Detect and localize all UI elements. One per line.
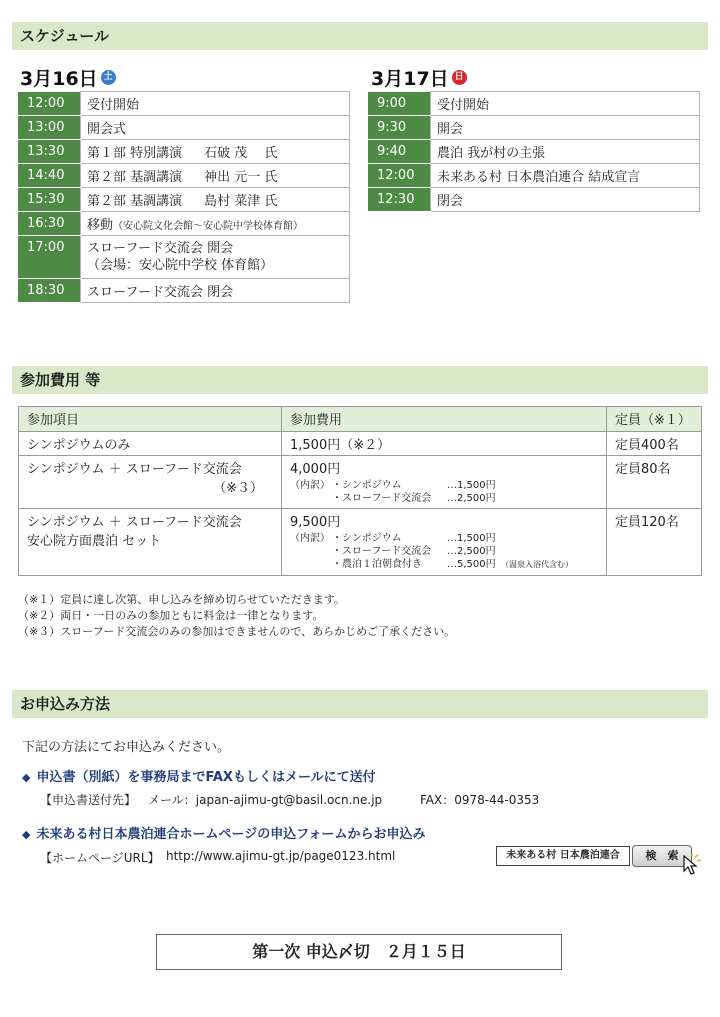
time-cell: 17:00 bbox=[19, 236, 81, 279]
cost-breakdown bbox=[290, 532, 598, 571]
breakdown-price: …1,500円 bbox=[447, 533, 496, 544]
day1-schedule-table bbox=[18, 91, 350, 303]
event-note: （安心院文化会館～安心院中学校体育館） bbox=[113, 221, 304, 232]
table-row bbox=[19, 92, 350, 116]
breakdown-line bbox=[290, 479, 598, 492]
time-cell: 14:40 bbox=[19, 164, 81, 188]
email-address[interactable]: メール：japan-ajimu-gt@basil.ocn.ne.jp bbox=[148, 793, 383, 807]
event-title: 第２部 基調講演 bbox=[87, 170, 183, 185]
table-row bbox=[19, 140, 350, 164]
time-cell: 13:30 bbox=[19, 140, 81, 164]
day2-date: 3月17日 bbox=[371, 68, 449, 90]
schedule-section-header: スケジュール bbox=[12, 22, 708, 50]
breakdown-line bbox=[290, 545, 598, 558]
capacity-cell: 定員80名 bbox=[607, 456, 702, 509]
time-cell: 15:30 bbox=[19, 188, 81, 212]
search-button-illustration: 検 索 bbox=[632, 845, 692, 867]
time-cell: 9:00 bbox=[369, 92, 431, 116]
table-row bbox=[19, 456, 702, 509]
event-cell: 受付開始 bbox=[431, 92, 700, 116]
event-cell: スローフード交流会 閉会 bbox=[81, 279, 350, 303]
table-row bbox=[369, 188, 700, 212]
event-title: 第２部 基調講演 bbox=[87, 194, 183, 209]
event-venue: （会場：安心院中学校 体育館） bbox=[87, 258, 274, 273]
day2-heading bbox=[371, 64, 467, 91]
item-cell bbox=[19, 456, 282, 509]
apply-intro: 下記の方法にてお申込みください。 bbox=[22, 740, 231, 755]
header-item: 参加項目 bbox=[19, 407, 282, 432]
speaker-name: 島村 菜津 氏 bbox=[204, 194, 278, 209]
table-row bbox=[369, 116, 700, 140]
table-row bbox=[19, 188, 350, 212]
event-cell: 農泊 我が村の主張 bbox=[431, 140, 700, 164]
saturday-badge: 土 bbox=[101, 70, 116, 85]
time-cell: 9:40 bbox=[369, 140, 431, 164]
diamond-bullet-icon: ◆ bbox=[22, 771, 31, 784]
table-row bbox=[19, 164, 350, 188]
time-cell: 18:30 bbox=[19, 279, 81, 303]
table-row bbox=[369, 164, 700, 188]
event-cell bbox=[81, 188, 350, 212]
time-cell: 16:30 bbox=[19, 212, 81, 236]
diamond-bullet-icon: ◆ bbox=[22, 828, 31, 841]
item-note: （※３） bbox=[213, 481, 263, 496]
method2-heading bbox=[22, 823, 426, 842]
cursor-pointer-icon bbox=[680, 854, 702, 876]
breakdown-item: ・シンポジウム bbox=[332, 533, 402, 544]
time-cell: 13:00 bbox=[19, 116, 81, 140]
breakdown-line bbox=[290, 558, 598, 571]
time-cell: 12:00 bbox=[19, 92, 81, 116]
table-row bbox=[19, 236, 350, 279]
homepage-url[interactable]: http://www.ajimu-gt.jp/page0123.html bbox=[166, 849, 396, 863]
fees-section-header: 参加費用 等 bbox=[12, 366, 708, 394]
event-cell bbox=[81, 164, 350, 188]
table-row bbox=[19, 212, 350, 236]
breakdown-label: （内訳） bbox=[290, 480, 330, 491]
breakdown-label: （内訳） bbox=[290, 533, 330, 544]
capacity-cell: 定員120名 bbox=[607, 509, 702, 576]
event-cell: 未来ある村 日本農泊連合 結成宣言 bbox=[431, 164, 700, 188]
item-cell bbox=[19, 509, 282, 576]
cost-total: 4,000円 bbox=[290, 462, 341, 477]
event-title: 移動 bbox=[87, 218, 114, 233]
breakdown-item: ・スローフード交流会 bbox=[332, 493, 432, 504]
fax-number: FAX：0978-44-0353 bbox=[420, 793, 540, 807]
fees-table bbox=[18, 406, 702, 576]
breakdown-price: …5,500円 bbox=[447, 559, 496, 570]
cost-cell: 1,500円（※２） bbox=[282, 432, 607, 456]
method2-title: 未来ある村日本農泊連合ホームページの申込フォームからお申込み bbox=[36, 827, 426, 842]
note-3: （※３）スローフード交流会のみの参加はできませんので、あらかじめご了承ください。 bbox=[18, 625, 456, 638]
fee-notes bbox=[18, 592, 455, 640]
day1-date: 3月16日 bbox=[20, 68, 98, 90]
event-cell: 受付開始 bbox=[81, 92, 350, 116]
table-row bbox=[369, 140, 700, 164]
method1-heading bbox=[22, 766, 376, 785]
day2-schedule-table bbox=[368, 91, 700, 212]
cost-breakdown bbox=[290, 479, 598, 505]
breakdown-price: …1,500円 bbox=[447, 480, 496, 491]
event-cell: 閉会 bbox=[431, 188, 700, 212]
item-cell: シンポジウムのみ bbox=[19, 432, 282, 456]
event-cell bbox=[81, 140, 350, 164]
item-name: シンポジウム ＋ スローフード交流会 bbox=[27, 462, 242, 477]
cost-cell bbox=[282, 509, 607, 576]
breakdown-price: …2,500円 bbox=[447, 546, 496, 557]
breakdown-item: ・農泊１泊朝食付き bbox=[332, 559, 422, 570]
breakdown-note: （温泉入浴代含む） bbox=[501, 560, 573, 569]
capacity-cell: 定員400名 bbox=[607, 432, 702, 456]
time-cell: 9:30 bbox=[369, 116, 431, 140]
day1-heading bbox=[20, 64, 116, 91]
url-label: 【ホームページURL】 bbox=[40, 851, 160, 865]
speaker-name: 石破 茂 氏 bbox=[204, 146, 278, 161]
table-header-row bbox=[19, 407, 702, 432]
table-row bbox=[19, 432, 702, 456]
breakdown-line bbox=[290, 492, 598, 505]
breakdown-line bbox=[290, 532, 598, 545]
event-cell bbox=[81, 212, 350, 236]
breakdown-item: ・シンポジウム bbox=[332, 480, 402, 491]
event-cell: 開会式 bbox=[81, 116, 350, 140]
time-cell: 12:30 bbox=[369, 188, 431, 212]
cost-total: 9,500円 bbox=[290, 515, 341, 530]
apply-section-header: お申込み方法 bbox=[12, 690, 708, 718]
header-capacity: 定員（※１） bbox=[607, 407, 702, 432]
breakdown-item: ・スローフード交流会 bbox=[332, 546, 432, 557]
event-title: 第１部 特別講演 bbox=[87, 146, 183, 161]
table-row bbox=[19, 279, 350, 303]
cost-cell bbox=[282, 456, 607, 509]
table-row bbox=[369, 92, 700, 116]
event-cell bbox=[81, 236, 350, 279]
sunday-badge: 日 bbox=[452, 70, 467, 85]
search-box-illustration: 未来ある村 日本農泊連合 bbox=[496, 846, 630, 866]
method1-dest-label: 【申込書送付先】 bbox=[40, 793, 137, 807]
table-row bbox=[19, 509, 702, 576]
time-cell: 12:00 bbox=[369, 164, 431, 188]
event-cell: 開会 bbox=[431, 116, 700, 140]
application-deadline: 第一次 申込〆切 ２月１５日 bbox=[156, 934, 562, 970]
item-name-line2: 安心院方面農泊 セット bbox=[27, 534, 162, 549]
header-cost: 参加費用 bbox=[282, 407, 607, 432]
note-1: （※１）定員に達し次第、申し込みを締め切らせていただきます。 bbox=[18, 593, 346, 606]
speaker-name: 神出 元一 氏 bbox=[204, 170, 278, 185]
event-title: スローフード交流会 開会 bbox=[87, 241, 234, 256]
note-2: （※２）両日・一日のみの参加ともに料金は一律となります。 bbox=[18, 609, 324, 622]
breakdown-price: …2,500円 bbox=[447, 493, 496, 504]
method1-title: 申込書（別紙）を事務局までFAXもしくはメールにて送付 bbox=[36, 770, 376, 785]
item-name: シンポジウム ＋ スローフード交流会 bbox=[27, 515, 242, 530]
table-row bbox=[19, 116, 350, 140]
